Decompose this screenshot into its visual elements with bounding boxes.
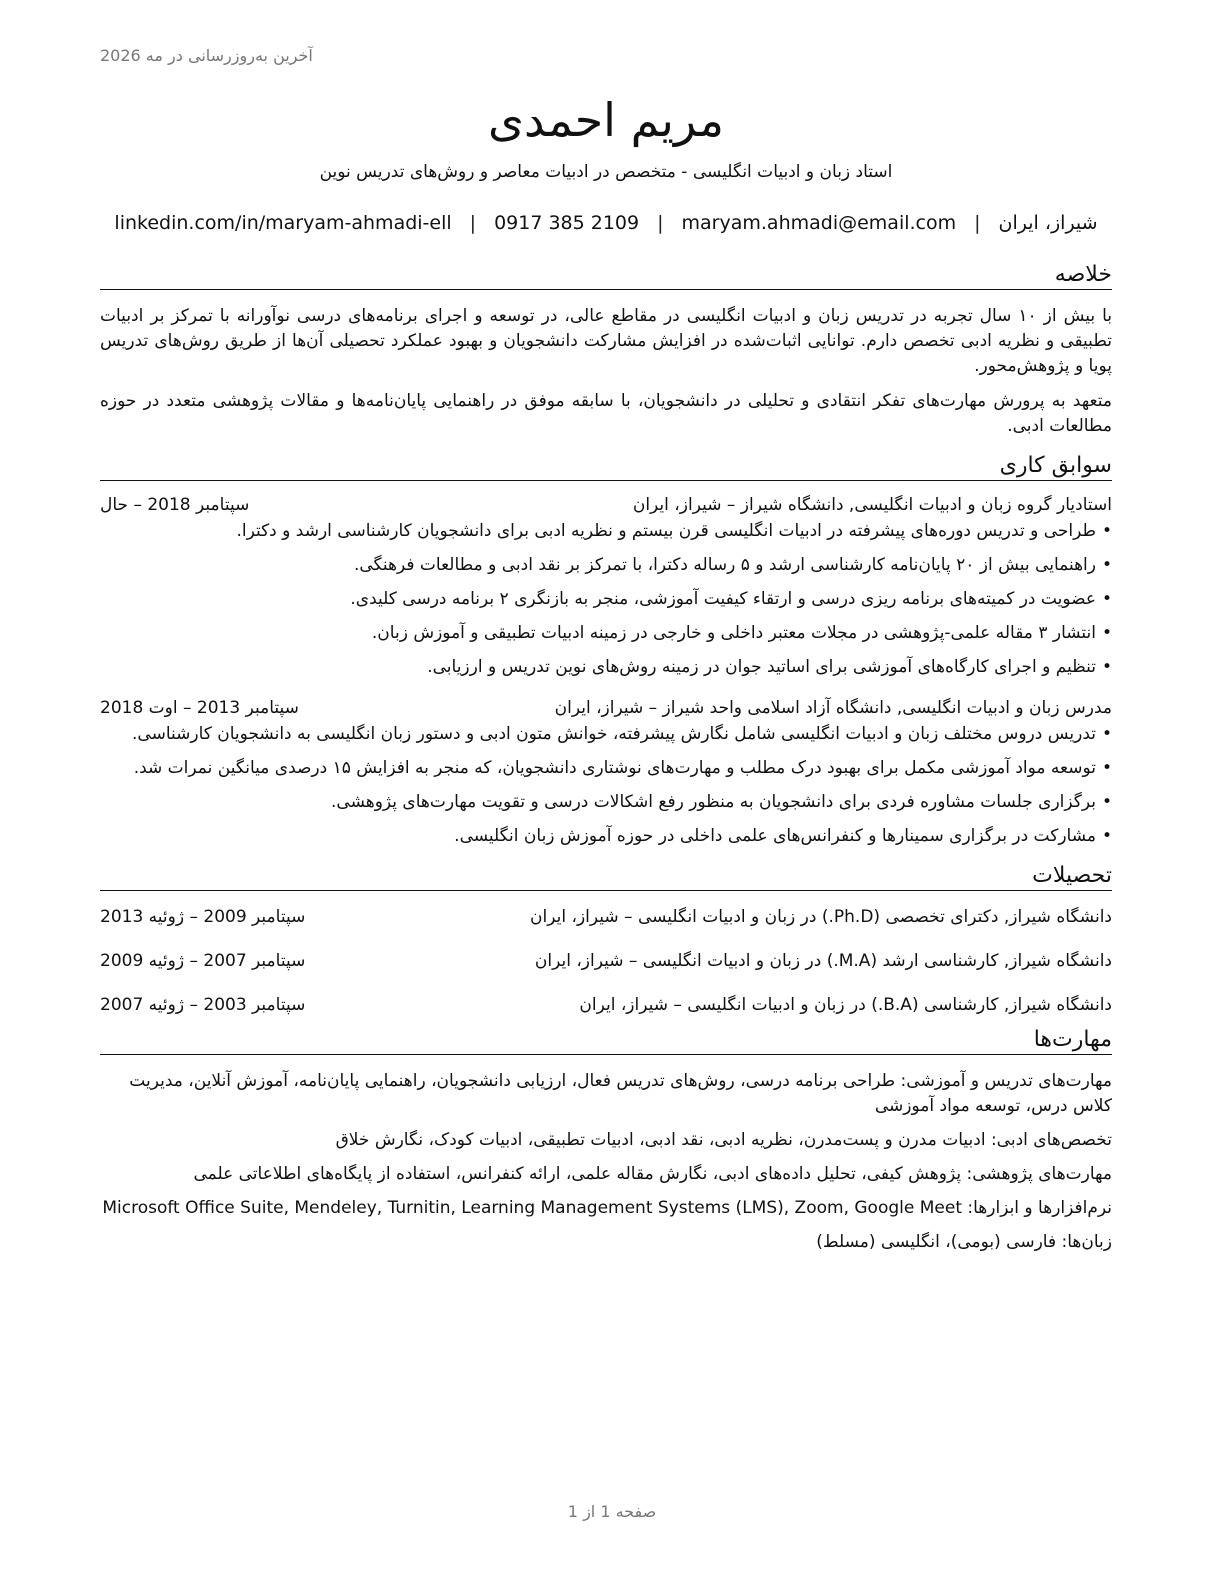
section-title-experience: سوابق کاری (100, 453, 1112, 481)
list-item: • عضویت در کمیته‌های برنامه ریزی درسی و ارتقاء کیفیت آموزشی، منجر به بازنگری ۲ برنامه درسی کلیدی. (100, 587, 1112, 612)
skills-section (100, 1027, 1112, 1255)
email-link[interactable]: maryam.ahmadi@email.com (681, 212, 957, 234)
phone-number: 0917 385 2109 (494, 212, 640, 234)
job-bullets (100, 519, 1112, 680)
skill-line: مهارت‌های پژوهشی: پژوهش کیفی، تحلیل داده‌های ادبی، نگارش مقاله علمی، ارائه کنفرانس، استفاده از پایگاه‌های اطلاعاتی علمی (193, 1164, 1112, 1184)
separator: | (657, 212, 664, 234)
last-updated-note: آخرین به‌روزرسانی در مه 2026 (100, 46, 313, 65)
job-role: استادیار گروه زبان و ادبیات انگلیسی, دانشگاه شیراز – شیراز، ایران (632, 495, 1112, 515)
skill-line: نرم‌افزارها و ابزارها: Microsoft Office Suite, Mendeley, Turnitin, Learning Management Systems (LMS), Zoom, Google Meet (102, 1198, 1112, 1218)
list-item: • مشارکت در برگزاری سمینارها و کنفرانس‌های علمی داخلی در حوزه آموزش زبان انگلیسی. (100, 824, 1112, 849)
skill-line: مهارت‌های تدریس و آموزشی: طراحی برنامه درسی، روش‌های تدریس فعال، ارزیابی دانشجویان، راهنمایی پایان‌نامه، آموزش آنلاین، مدیریت کلاس درس، توسعه مواد آموزشی (129, 1071, 1112, 1116)
job-role: مدرس زبان و ادبیات انگلیسی, دانشگاه آزاد اسلامی واحد شیراز – شیراز، ایران (554, 698, 1112, 718)
job-entry (100, 495, 1112, 680)
summary-section (100, 262, 1112, 439)
job-header (100, 495, 1112, 515)
job-entry (100, 698, 1112, 849)
job-bullets (100, 722, 1112, 849)
list-item: • تنظیم و اجرای کارگاه‌های آموزشی برای اساتید جوان در زمینه روش‌های نوین تدریس و ارزیابی. (100, 655, 1112, 680)
education-entry (100, 951, 1112, 971)
skill-line: تخصص‌های ادبی: ادبیات مدرن و پست‌مدرن، نظریه ادبی، نقد ادبی، ادبیات تطبیقی، ادبیات کودک، نگارش خلاق (335, 1130, 1112, 1150)
section-title-skills: مهارت‌ها (100, 1027, 1112, 1055)
list-item: • راهنمایی بیش از ۲۰ پایان‌نامه کارشناسی ارشد و ۵ رساله دکترا، با تمرکز بر نقد ادبی و مطالعات فرهنگی. (100, 553, 1112, 578)
experience-section (100, 453, 1112, 849)
education-degree: دانشگاه شیراز, کارشناسی ارشد (M.A.) در زبان و ادبیات انگلیسی – شیراز، ایران (534, 951, 1112, 971)
education-date: سپتامبر 2003 – ژوئیه 2007 (100, 995, 306, 1015)
resume-page (100, 0, 1112, 1255)
section-title-education: تحصیلات (100, 863, 1112, 891)
linkedin-link[interactable]: linkedin.com/in/maryam-ahmadi-ell (114, 212, 452, 234)
skill-line: زبان‌ها: فارسی (بومی)، انگلیسی (مسلط) (816, 1232, 1112, 1252)
page-number: صفحه 1 از 1 (567, 1502, 657, 1521)
job-header (100, 698, 1112, 718)
list-item: • توسعه مواد آموزشی مکمل برای بهبود درک مطلب و مهارت‌های نوشتاری دانشجویان، که منجر به افزایش ۱۵ درصدی میانگین نمرات شد. (100, 756, 1112, 781)
separator: | (974, 212, 981, 234)
list-item: • طراحی و تدریس دوره‌های پیشرفته در ادبیات انگلیسی قرن بیستم و نظریه ادبی برای دانشجویان کارشناسی ارشد و دکترا. (100, 519, 1112, 544)
summary-paragraph: متعهد به پرورش مهارت‌های تفکر انتقادی و تحلیلی در دانشجویان، با سابقه موفق در راهنمایی پایان‌نامه‌ها و مقالات پژوهشی متعدد در حوزه مطالعات ادبی. (100, 391, 1112, 436)
education-entry (100, 907, 1112, 927)
summary-paragraph: با بیش از ۱۰ سال تجربه در تدریس زبان و ادبیات انگلیسی در مقاطع عالی، در توسعه و اجرای برنامه‌های درسی نوآورانه با تمرکز بر ادبیات تطبیقی و نظریه ادبی تخصص دارم. توانایی اثبات‌شده در افزایش مشارکت دانشجویان و بهبود عملکرد تحصیلی آن‌ها از طریق روش‌های تدریس پویا و پژوهش‌محور. (100, 306, 1113, 376)
education-entry (100, 995, 1112, 1015)
location: شیراز، ایران (998, 212, 1098, 234)
list-item: • انتشار ۳ مقاله علمی-پژوهشی در مجلات معتبر داخلی و خارجی در زمینه ادبیات تطبیقی و آموزش زبان. (100, 621, 1112, 646)
separator: | (469, 212, 477, 234)
list-item: • برگزاری جلسات مشاوره فردی برای دانشجویان به منظور رفع اشکالات درسی و تقویت مهارت‌های پژوهشی. (100, 790, 1112, 815)
page-title: مریم احمدی (487, 93, 725, 147)
education-date: سپتامبر 2009 – ژوئیه 2013 (100, 907, 306, 927)
education-section (100, 863, 1112, 1015)
education-date: سپتامبر 2007 – ژوئیه 2009 (100, 951, 306, 971)
contact-line (100, 212, 1112, 234)
subtitle: استاد زبان و ادبیات انگلیسی - متخصص در ادبیات معاصر و روش‌های تدریس نوین (319, 162, 893, 182)
education-degree: دانشگاه شیراز, دکترای تخصصی (Ph.D.) در زبان و ادبیات انگلیسی – شیراز، ایران (530, 907, 1112, 927)
job-date: سپتامبر 2013 – اوت 2018 (100, 698, 299, 718)
job-date: سپتامبر 2018 – حال (100, 495, 250, 515)
education-degree: دانشگاه شیراز, کارشناسی (B.A.) در زبان و ادبیات انگلیسی – شیراز، ایران (579, 995, 1112, 1015)
list-item: • تدریس دروس مختلف زبان و ادبیات انگلیسی شامل نگارش پیشرفته، خوانش متون ادبی و دستور زبان انگلیسی به دانشجویان کارشناسی. (100, 722, 1112, 747)
section-title-summary: خلاصه (100, 262, 1112, 290)
